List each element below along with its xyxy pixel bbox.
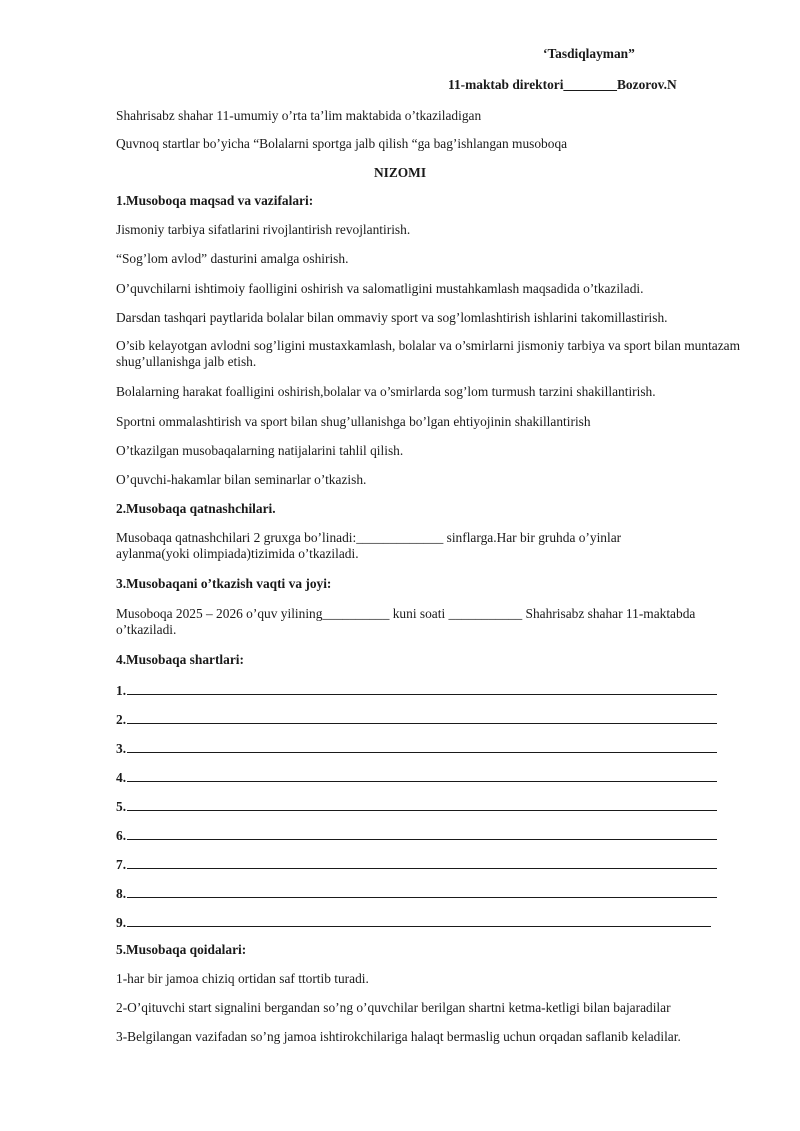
condition-number: 6.: [116, 828, 127, 843]
section-2-text: Musobaqa qatnashchilari 2 gruxga bo’linadi:_____________ sinflarga.Har bir gruhda o’yinlar aylanma(yoki olimpiada)tizimida o’tkaziladi.: [116, 530, 622, 561]
condition-blank-line: [127, 739, 717, 753]
condition-blank-line: [127, 884, 717, 898]
condition-row: [116, 797, 717, 815]
condition-row: [116, 681, 717, 699]
section-1-item: “Sog’lom avlod” dasturini amalga oshirish.: [116, 251, 349, 266]
section-5-heading: 5.Musobaqa qoidalari:: [116, 942, 247, 957]
section-1-item: Bolalarning harakat foalligini oshirish,bolalar va o’smirlarda sog’lom turmush tarzini shakillantirish.: [116, 384, 656, 399]
section-1-item: Sportni ommalashtirish va sport bilan shug’ullanishga bo’lgan ehtiyojinin shakillantirish: [116, 414, 591, 429]
condition-blank-line: [127, 855, 717, 869]
condition-number: 8.: [116, 886, 127, 901]
director-line: [448, 77, 677, 93]
section-1-item: O’quvchi-hakamlar bilan seminarlar o’tkazish.: [116, 472, 367, 487]
condition-blank-line: [127, 710, 717, 724]
condition-blank-line: [127, 913, 711, 927]
section-2-heading: 2.Musobaqa qatnashchilari.: [116, 501, 276, 516]
condition-number: 4.: [116, 770, 127, 785]
condition-blank-line: [127, 768, 717, 782]
section-1-item: O’tkazilgan musobaqalarning natijalarini tahlil qilish.: [116, 443, 404, 458]
rule-item: 3-Belgilangan vazifadan so’ng jamoa ishtirokchilariga halaqt bermaslig uchun orqadan saflanib keladilar.: [116, 1029, 681, 1044]
condition-blank-line: [127, 797, 717, 811]
condition-row: [116, 855, 717, 873]
intro-line-1: Shahrisabz shahar 11-umumiy o’rta ta’lim maktabida o’tkaziladigan: [116, 108, 482, 123]
condition-row: [116, 739, 717, 757]
director-title: 11-maktab direktori: [448, 77, 564, 92]
section-1-item: Jismoniy tarbiya sifatlarini rivojlantirish revojlantirish.: [116, 222, 411, 237]
section-3-heading: 3.Musobaqani o’tkazish vaqti va joyi:: [116, 576, 332, 591]
condition-number: 9.: [116, 915, 127, 930]
condition-number: 5.: [116, 799, 127, 814]
signature-blank: ________: [563, 77, 617, 92]
rule-item: 2-O’qituvchi start signalini bergandan so’ng o’quvchilar berilgan shartni ketma-ketligi bilan bajaradilar: [116, 1000, 671, 1015]
section-1-item: O’sib kelayotgan avlodni sog’ligini mustaxkamlash, bolalar va o’smirlarni jismoniy tarbiya va sport bilan muntazam shug’ullanishga jalb etish.: [116, 338, 741, 369]
rule-item: 1-har bir jamoa chiziq ortidan saf ttortib turadi.: [116, 971, 369, 986]
condition-number: 2.: [116, 712, 127, 727]
intro-line-2: Quvnoq startlar bo’yicha “Bolalarni sportga jalb qilish “ga bag’ishlangan musoboqa: [116, 136, 568, 151]
condition-number: 7.: [116, 857, 127, 872]
section-1-heading: 1.Musoboqa maqsad va vazifalari:: [116, 193, 314, 208]
section-3-text: Musoboqa 2025 – 2026 o’quv yilining__________ kuni soati ___________ Shahrisabz shahar 11-maktabda o’tkaziladi.: [116, 606, 696, 637]
condition-row: [116, 913, 711, 931]
condition-row: [116, 768, 717, 786]
condition-blank-line: [127, 681, 717, 695]
section-1-item: Darsdan tashqari paytlarida bolalar bilan ommaviy sport va sog’lomlashtirish ishlarini takomillastirish.: [116, 310, 668, 325]
condition-number: 3.: [116, 741, 127, 756]
condition-row: [116, 826, 717, 844]
approval-stamp-text: ‘Tasdiqlayman”: [543, 46, 635, 61]
condition-blank-line: [127, 826, 717, 840]
director-name: Bozorov.N: [617, 77, 677, 92]
condition-number: 1.: [116, 683, 127, 698]
section-1-item: O’quvchilarni ishtimoiy faolligini oshirish va salomatligini mustahkamlash maqsadida o’tkaziladi.: [116, 281, 644, 296]
condition-row: [116, 884, 717, 902]
condition-row: [116, 710, 717, 728]
document-title: NIZOMI: [373, 165, 427, 180]
section-4-heading: 4.Musobaqa shartlari:: [116, 652, 244, 667]
